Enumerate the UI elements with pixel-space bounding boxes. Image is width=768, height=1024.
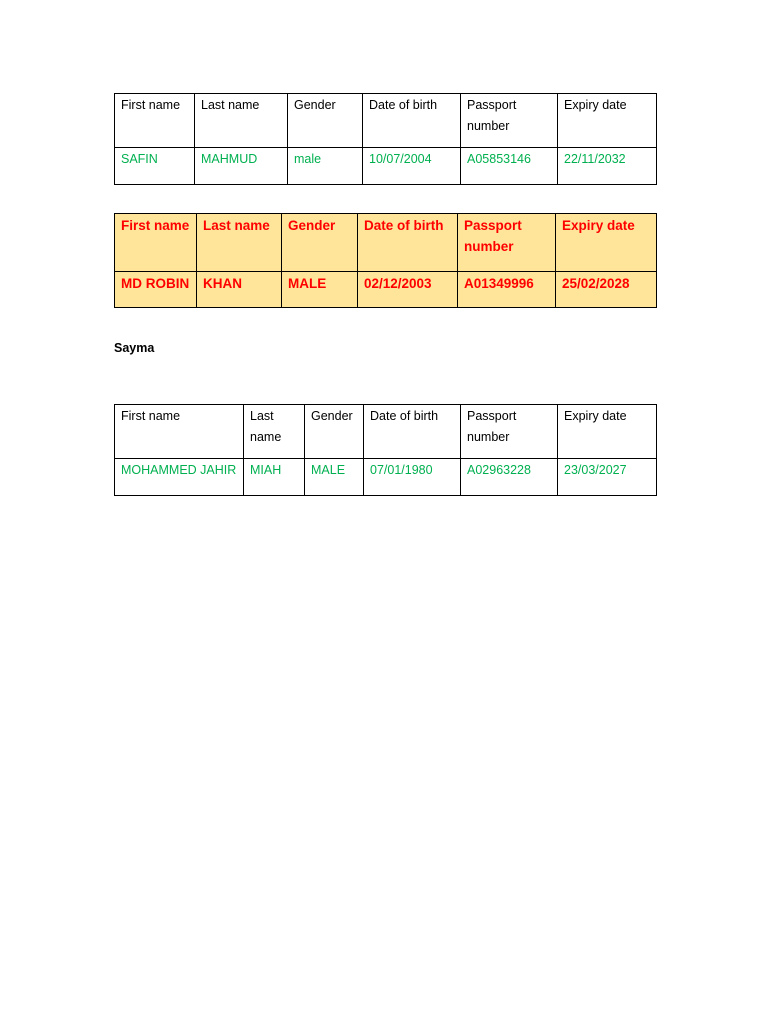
header-expiry-date: Expiry date <box>558 405 657 459</box>
passport-table-safin <box>114 93 657 185</box>
cell-passport-number: A05853146 <box>461 148 558 185</box>
passport-table-robin <box>114 213 657 308</box>
header-date-of-birth: Date of birth <box>358 214 458 272</box>
cell-expiry-date: 25/02/2028 <box>556 272 657 308</box>
header-gender: Gender <box>305 405 364 459</box>
caption-name: Sayma <box>114 341 155 355</box>
header-expiry-date: Expiry date <box>556 214 657 272</box>
cell-gender: male <box>288 148 363 185</box>
cell-first-name: MOHAMMED JAHIR <box>115 459 244 496</box>
header-passport-number: Passport number <box>461 94 558 148</box>
header-gender: Gender <box>288 94 363 148</box>
cell-gender: MALE <box>305 459 364 496</box>
table-row <box>115 148 657 185</box>
header-date-of-birth: Date of birth <box>363 94 461 148</box>
cell-first-name: MD ROBIN <box>115 272 197 308</box>
cell-expiry-date: 23/03/2027 <box>558 459 657 496</box>
cell-date-of-birth: 10/07/2004 <box>363 148 461 185</box>
header-passport-number: Passport number <box>461 405 558 459</box>
passport-table-jahir <box>114 404 657 496</box>
cell-last-name: MAHMUD <box>195 148 288 185</box>
header-last-name: Last name <box>195 94 288 148</box>
header-first-name: First name <box>115 94 195 148</box>
header-expiry-date: Expiry date <box>558 94 657 148</box>
table-header-row <box>115 405 657 459</box>
header-last-name: Last name <box>197 214 282 272</box>
cell-gender: MALE <box>282 272 358 308</box>
header-gender: Gender <box>282 214 358 272</box>
cell-first-name: SAFIN <box>115 148 195 185</box>
cell-last-name: MIAH <box>244 459 305 496</box>
cell-date-of-birth: 07/01/1980 <box>364 459 461 496</box>
header-passport-number: Passport number <box>458 214 556 272</box>
header-first-name: First name <box>115 214 197 272</box>
table-header-row <box>115 94 657 148</box>
table-row <box>115 272 657 308</box>
header-date-of-birth: Date of birth <box>364 405 461 459</box>
table-row <box>115 459 657 496</box>
table-header-row <box>115 214 657 272</box>
header-first-name: First name <box>115 405 244 459</box>
cell-last-name: KHAN <box>197 272 282 308</box>
cell-expiry-date: 22/11/2032 <box>558 148 657 185</box>
cell-passport-number: A02963228 <box>461 459 558 496</box>
cell-passport-number: A01349996 <box>458 272 556 308</box>
cell-date-of-birth: 02/12/2003 <box>358 272 458 308</box>
header-last-name: Last name <box>244 405 305 459</box>
